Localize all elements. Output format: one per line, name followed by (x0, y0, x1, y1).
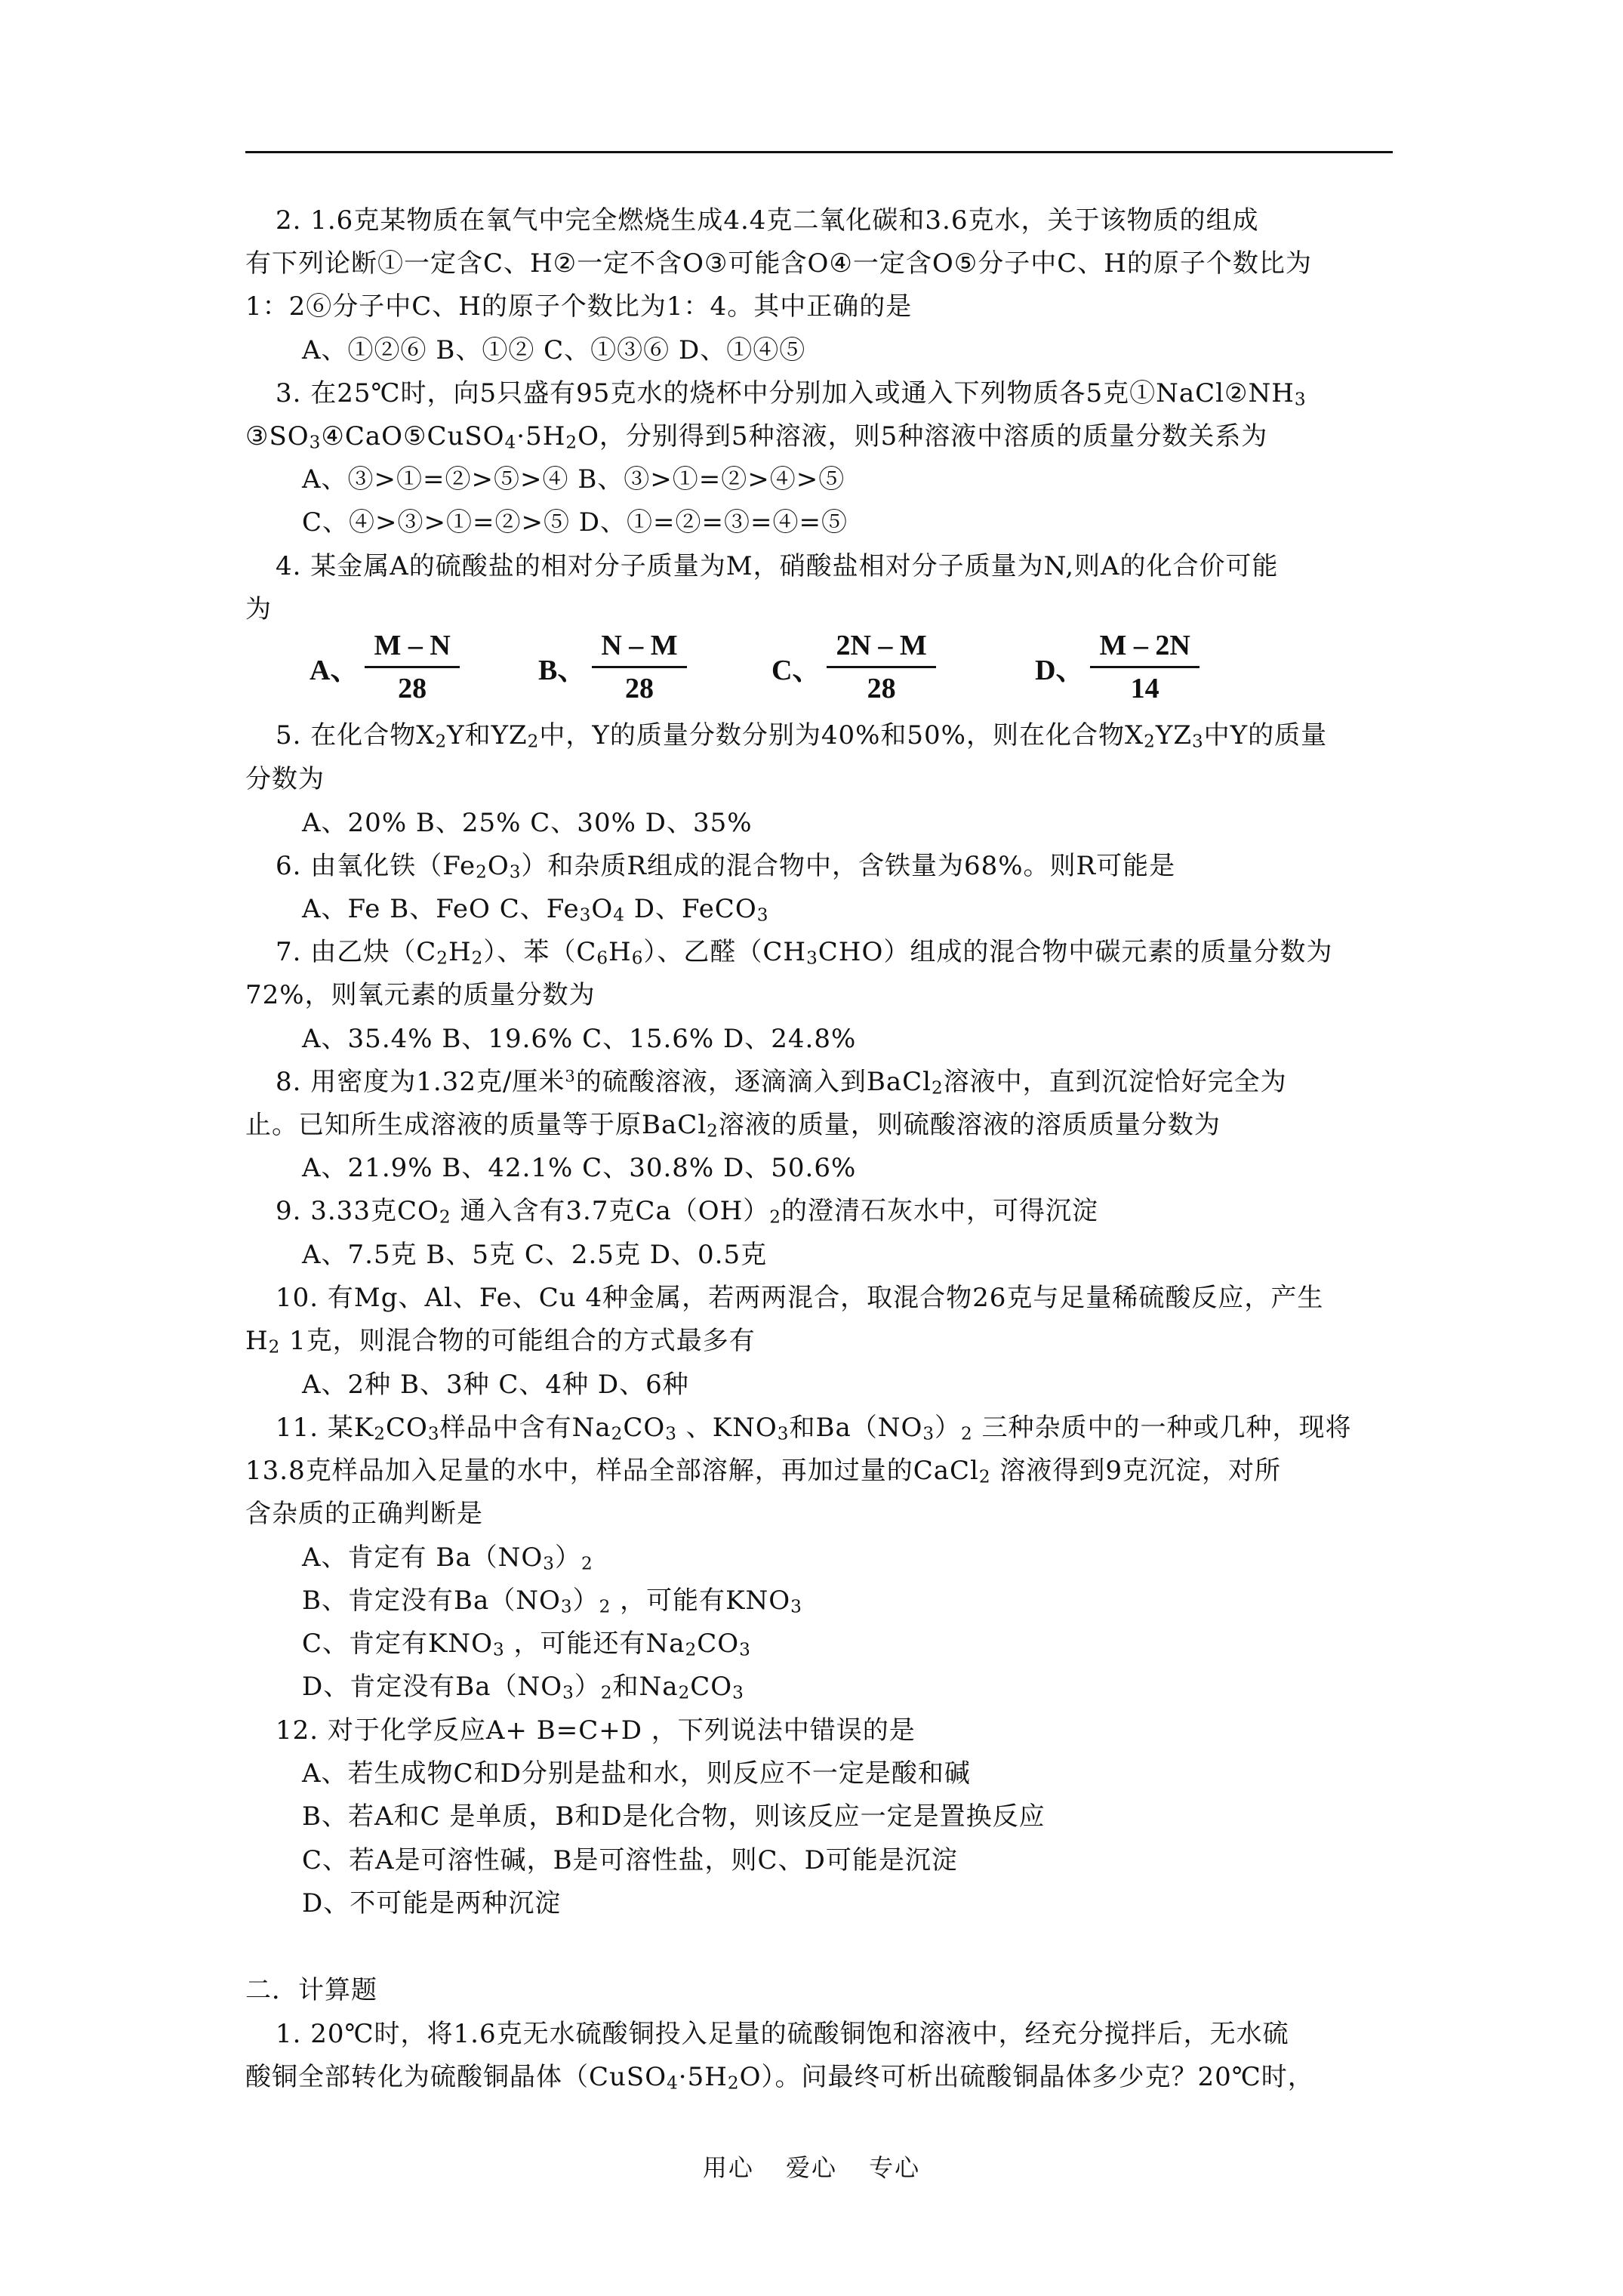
calc-q1-line-1: 1. 20℃时，将1.6克无水硫酸铜投入足量的硫酸铜饱和溶液中，经充分搅拌后，无水硫 (276, 2019, 1289, 2049)
q8-options: A、21.9% B、42.1% C、30.8% D、50.6% (302, 1153, 857, 1183)
q12-option-c: C、若A是可溶性碱，B是可溶性盐，则C、D可能是沉淀 (302, 1845, 958, 1875)
q7-options: A、35.4% B、19.6% C、15.6% D、24.8% (302, 1024, 857, 1054)
q4-option-a (310, 628, 460, 706)
q11-option-d: D、肯定没有$Ba(NO_3)_2$和$Na_2CO_3$ (302, 1672, 744, 1703)
q4-option-c (771, 628, 936, 706)
q4-option-b-denominator: 28 (625, 673, 654, 704)
q4-fraction-options (245, 628, 1393, 719)
q4-option-d (1035, 628, 1200, 706)
q8-line-2: 止。已知所生成溶液的质量等于原BaCl$_2$溶液的质量，则硫酸溶液的溶质质量分数为 (245, 1110, 1221, 1142)
q4-option-c-label: C、 (771, 655, 821, 686)
q4-option-a-denominator: 28 (398, 673, 427, 704)
q7-line-1: 7. 由乙炔$(C_2H_2)$、苯$(C_6H_6)$、乙醛$(CH_3CHO)$组成的混合物中碳元素的质量分数为 (276, 937, 1333, 969)
q5-line-1: 5. 在化合物$X_2Y$和$YZ_2$中，Y的质量分数分别为40%和50%，则在化合物$X_2YZ_3$中Y的质量 (276, 720, 1328, 752)
q11-line-3: 含杂质的正确判断是 (245, 1499, 483, 1529)
q11-option-a: A、肯定有 $Ba(NO_3)_2$ (302, 1542, 593, 1574)
q4-option-d-denominator: 14 (1130, 673, 1160, 704)
calc-q1-line-2: 酸铜全部转化为硫酸铜晶体$(CuSO_4\cdot 5H_2O)$。问最终可析出硫酸铜晶体多少克？20℃时， (245, 2062, 1314, 2094)
page-footer: 用心 爱心 专心 (702, 2153, 921, 2182)
q7-line-2: 72%，则氧元素的质量分数为 (245, 980, 596, 1010)
q12-option-b: B、若A和C 是单质，B和D是化合物，则该反应一定是置换反应 (302, 1801, 1046, 1832)
q5-options: A、20% B、25% C、30% D、35% (302, 808, 753, 838)
q4-option-b (538, 628, 687, 706)
q3-options-2: C、④>③>①=②>⑤ D、①=②=③=④=⑤ (302, 507, 848, 538)
q4-option-b-label: B、 (538, 655, 587, 686)
q9-options: A、7.5克 B、5克 C、2.5克 D、0.5克 (302, 1240, 768, 1270)
q3-options-1: A、③>①=②>⑤>④ B、③>①=②>④>⑤ (302, 464, 845, 495)
q11-option-b: B、肯定没有$Ba(NO_3)_2$ ，可能有$KNO_3$ (302, 1586, 802, 1617)
q4-option-d-label: D、 (1035, 655, 1085, 686)
q4-option-c-numerator: 2N – M (827, 628, 935, 668)
q5-line-2: 分数为 (245, 764, 325, 794)
q6-line-1: 6. 由氧化铁$(Fe_2O_3)$和杂质R组成的混合物中，含铁量为68%。则R可能是 (276, 851, 1176, 883)
q4-option-a-numerator: M – N (365, 628, 459, 668)
q12-option-d: D、不可能是两种沉淀 (302, 1888, 562, 1918)
q4-option-d-fraction (1090, 628, 1199, 706)
q4-option-a-fraction (365, 628, 459, 706)
q12-option-a: A、若生成物C和D分别是盐和水，则反应不一定是酸和碱 (302, 1758, 971, 1789)
header-rule (245, 151, 1393, 153)
q4-option-d-numerator: M – 2N (1090, 628, 1199, 668)
q11-line-2: 13.8克样品加入足量的水中，样品全部溶解，再加过量的CaCl$_2$ 溶液得到9克沉淀，对所 (245, 1456, 1282, 1487)
q12-line-1: 12. 对于化学反应A+ B=C+D ，下列说法中错误的是 (276, 1715, 916, 1746)
q4-option-c-denominator: 28 (867, 673, 896, 704)
q4-option-a-label: A、 (310, 655, 359, 686)
q4-line-2: 为 (245, 594, 272, 624)
q11-option-c: C、肯定有$KNO_3$ ，可能还有$Na_2CO_3$ (302, 1629, 751, 1660)
q10-options: A、2种 B、3种 C、4种 D、6种 (302, 1370, 689, 1400)
q6-options: A、Fe B、FeO C、$Fe_3O_4$ D、FeCO$_3$ (302, 894, 769, 926)
q4-option-b-fraction (592, 628, 686, 706)
q3-line-2: $③SO_3④CaO⑤CuSO_4\cdot 5H_2O$，分别得到5种溶液，则5种溶液中溶质的质量分数关系为 (245, 421, 1268, 453)
section-two-title: 二．计算题 (245, 1975, 377, 2005)
q2-line-2: 有下列论断①一定含C、H②一定不含O③可能含O④一定含O⑤分子中C、H的原子个数比为 (245, 248, 1312, 279)
q4-option-c-fraction (827, 628, 935, 706)
q11-line-1: 11. 某$K_2CO_3$样品中含有$Na_2CO_3$ 、$KNO_3$和$Ba(NO_3)_2$ 三种杂质中的一种或几种，现将 (276, 1413, 1352, 1444)
q4-line-1: 4. 某金属A的硫酸盐的相对分子质量为M，硝酸盐相对分子质量为N,则A的化合价可能 (276, 551, 1279, 581)
q10-line-2: $H_2$ 1克，则混合物的可能组合的方式最多有 (245, 1326, 756, 1358)
q3-line-1: 3. 在25℃时，向5只盛有95克水的烧杯中分别加入或通入下列物质各5克$①NaCl②NH_3$ (276, 378, 1307, 410)
q2-line-1: 2. 1.6克某物质在氧气中完全燃烧生成4.4克二氧化碳和3.6克水，关于该物质的组成 (276, 205, 1259, 236)
q8-line-1: 8. 用密度为1.32克/厘米$^3$的硫酸溶液，逐滴滴入到BaCl$_2$溶液中，直到沉淀恰好完全为 (276, 1066, 1287, 1099)
q9-line-1: 9. 3.33克$CO_2$ 通入含有3.7克$Ca(OH)_2$的澄清石灰水中，可得沉淀 (276, 1196, 1098, 1228)
q2-line-3: 1：2⑥分子中C、H的原子个数比为1：4。其中正确的是 (245, 291, 913, 322)
q2-options: A、①②⑥ B、①② C、①③⑥ D、①④⑤ (302, 335, 806, 365)
q10-line-1: 10. 有Mg、Al、Fe、Cu 4种金属，若两两混合，取混合物26克与足量稀硫酸反应，产生 (276, 1283, 1324, 1313)
q4-option-b-numerator: N – M (592, 628, 686, 668)
